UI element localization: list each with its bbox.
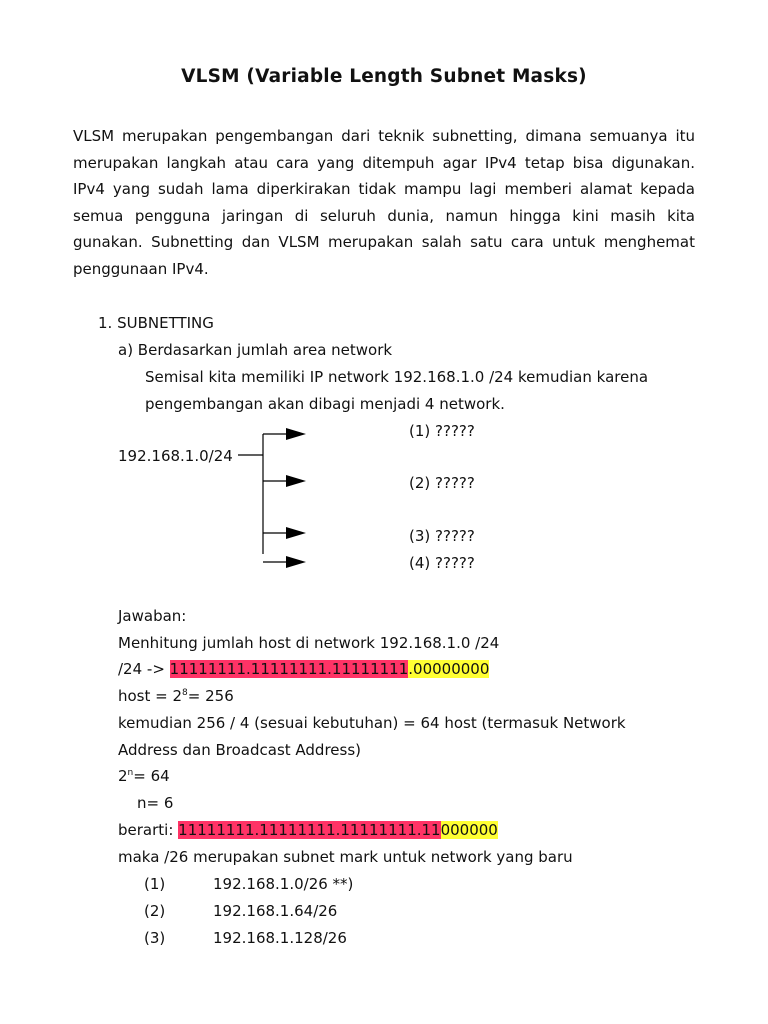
network-bits-highlight: 11111111.11111111.11111111.11 (178, 821, 441, 839)
subnet-number: (3) (144, 929, 166, 947)
subnet-address: 192.168.1.0/26 **) (213, 875, 354, 893)
diagram-target-2: (2) ????? (409, 474, 475, 492)
berarti-line (118, 821, 498, 839)
diagram-target-4: (4) ????? (409, 554, 475, 572)
arrowhead-icon (286, 556, 306, 568)
power-line (118, 767, 170, 785)
host-exponent: 8 (182, 688, 188, 698)
host-count-line (118, 687, 234, 705)
page-title: VLSM (Variable Length Subnet Masks) (181, 66, 587, 87)
answer-line: Menhitung jumlah host di network 192.168.1.0 /24 (118, 634, 500, 652)
subnet-address: 192.168.1.128/26 (213, 929, 347, 947)
network-bits-highlight: 11111111.11111111.11111111 (169, 660, 409, 678)
intro-line: gunakan. Subnetting dan VLSM merupakan salah satu cara untuk menghemat (73, 233, 695, 252)
subnet-number: (2) (144, 902, 166, 920)
host-bits-highlight: .00000000 (408, 660, 490, 678)
intro-line: penggunaan IPv4. (73, 259, 209, 278)
power-base: 2 (118, 767, 128, 785)
mask-24-line (118, 660, 489, 678)
subsection-a: a) Berdasarkan jumlah area network (118, 341, 393, 359)
intro-line: merupakan langkah atau cara yang ditempuh agar IPv4 tetap bisa digunakan. (73, 153, 695, 172)
n-value-line: n= 6 (137, 794, 174, 812)
host-formula-prefix: host = 2 (118, 687, 183, 705)
subnet-address: 192.168.1.64/26 (213, 902, 338, 920)
description-line: Semisal kita memiliki IP network 192.168.1.0 /24 kemudian karena (145, 368, 649, 386)
host-formula-result: = 256 (187, 687, 234, 705)
description-line: pengembangan akan dibagi menjadi 4 network. (145, 395, 505, 413)
berarti-prefix: berarti: (118, 821, 179, 839)
subnet-number: (1) (144, 875, 166, 893)
arrowhead-icon (286, 428, 306, 440)
section-heading-subnetting: 1. SUBNETTING (98, 314, 214, 332)
diagram-connectors (238, 434, 290, 562)
power-result: = 64 (133, 767, 170, 785)
mask-24-prefix: /24 -> (118, 660, 170, 678)
diagram-source-network: 192.168.1.0/24 (118, 447, 233, 465)
diagram-target-1: (1) ????? (409, 422, 475, 440)
answer-label: Jawaban: (118, 607, 187, 625)
calculation-line: Address dan Broadcast Address) (118, 741, 362, 759)
calculation-line: kemudian 256 / 4 (sesuai kebutuhan) = 64 host (termasuk Network (118, 714, 626, 732)
arrowhead-icon (286, 527, 306, 539)
arrowhead-icon (286, 475, 306, 487)
intro-line: semua pengguna jaringan di seluruh dunia, namun hingga kini masih kita (73, 206, 695, 225)
maka-line: maka /26 merupakan subnet mark untuk network yang baru (118, 848, 573, 866)
intro-line: VLSM merupakan pengembangan dari teknik subnetting, dimana semuanya itu (73, 127, 695, 145)
diagram-arrowheads (286, 428, 306, 568)
host-bits-highlight: 000000 (440, 821, 498, 839)
intro-line: IPv4 yang sudah lama diperkirakan tidak mampu lagi memberi alamat kepada (73, 180, 695, 199)
power-exponent: n (127, 768, 134, 778)
diagram-target-3: (3) ????? (409, 527, 475, 545)
